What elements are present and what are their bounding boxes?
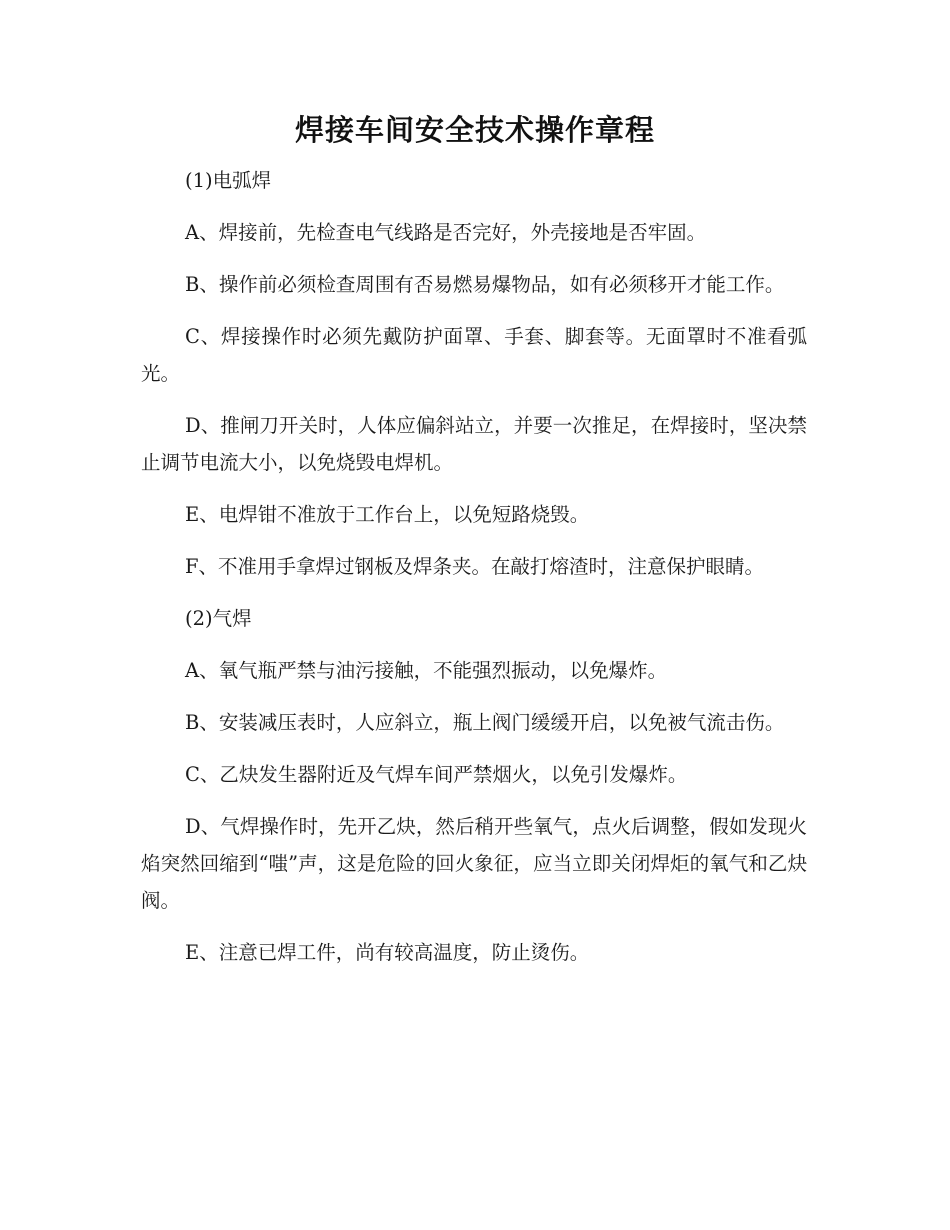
document-title: 焊接车间安全技术操作章程 [294, 113, 655, 147]
paragraph: D、推闸刀开关时，人体应偏斜站立，并要一次推足，在焊接时，坚决禁止调节电流大小，以免烧毁电焊机。 [141, 414, 807, 474]
section-heading-gas-welding: (2)气焊 [185, 607, 252, 630]
paragraph: E、注意已焊工件，尚有较高温度，防止烫伤。 [185, 941, 590, 964]
paragraph: D、气焊操作时，先开乙炔，然后稍开些氧气，点火后调整，假如发现火焰突然回缩到“嗤”声，这是危险的回火象征，应当立即关闭焊炬的氧气和乙炔阀。 [141, 815, 807, 912]
paragraph: A、氧气瓶严禁与油污接触，不能强烈振动，以免爆炸。 [185, 659, 668, 682]
paragraph: A、焊接前，先检查电气线路是否完好，外壳接地是否牢固。 [185, 221, 707, 244]
document-body [141, 162, 807, 986]
paragraph: B、操作前必须检查周围有否易燃易爆物品，如有必须移开才能工作。 [185, 273, 785, 296]
paragraph: F、不准用手拿焊过钢板及焊条夹。在敲打熔渣时，注意保护眼睛。 [185, 555, 765, 578]
section-heading-arc-welding: (1)电弧焊 [185, 169, 272, 192]
paragraph: C、焊接操作时必须先戴防护面罩、手套、脚套等。无面罩时不准看弧光。 [141, 325, 807, 385]
paragraph: E、电焊钳不准放于工作台上，以免短路烧毁。 [185, 503, 590, 526]
paragraph: B、安装减压表时，人应斜立，瓶上阀门缓缓开启，以免被气流击伤。 [185, 711, 785, 734]
paragraph: C、乙炔发生器附近及气焊车间严禁烟火，以免引发爆炸。 [185, 763, 688, 786]
